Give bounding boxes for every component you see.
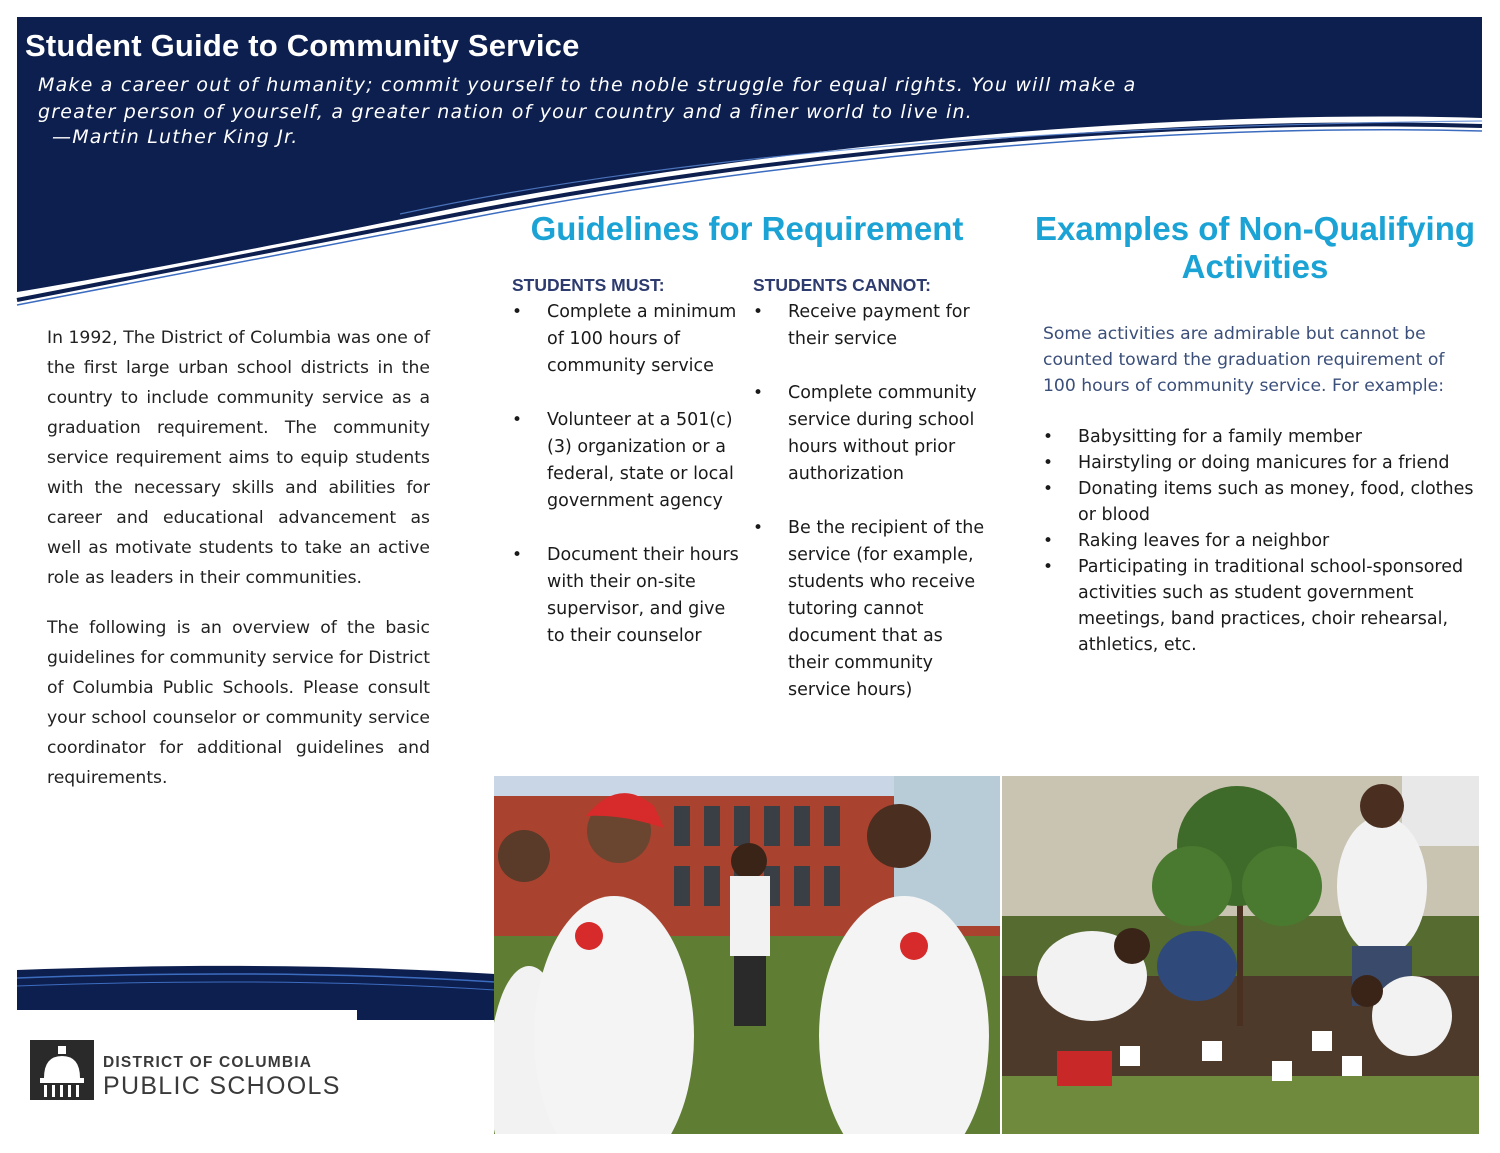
guidelines-heading: Guidelines for Requirement — [530, 210, 964, 247]
page-title: Student Guide to Community Service — [25, 28, 580, 63]
dcps-logo — [17, 1010, 357, 1135]
list-item-text: Donating items such as money, food, clothes or blood — [1078, 479, 1474, 525]
volunteer-photo-left — [494, 776, 1000, 1134]
students-cannot-heading: STUDENTS CANNOT: — [753, 275, 931, 295]
logo-text-line1: DISTRICT OF COLUMBIA — [103, 1054, 313, 1071]
bullet: • — [512, 545, 523, 565]
list-item — [512, 299, 742, 380]
list-item-text: Participating in traditional school-sponsored activities such as student government meetings, band practices, choir rehearsal, athletics, etc. — [1078, 557, 1464, 655]
list-item — [753, 380, 988, 488]
quote-text: Make a career out of humanity; commit yourself to the noble struggle for equal rights. You will make a greater person of yourself, a greater nation of your country and a finer world to live in. — [38, 74, 1137, 123]
students-cannot-list — [753, 299, 988, 731]
bullet: • — [512, 302, 523, 322]
list-item — [1043, 424, 1483, 450]
list-item — [512, 542, 742, 650]
list-item — [1043, 554, 1483, 658]
list-item — [512, 407, 742, 515]
students-must-list — [512, 299, 742, 677]
list-item-text: Complete a minimum of 100 hours of community service — [547, 302, 737, 376]
list-item-text: Complete community service during school hours without prior authorization — [788, 383, 977, 484]
list-item-text: Babysitting for a family member — [1078, 427, 1362, 447]
list-item-text: Document their hours with their on-site supervisor, and give to their counselor — [547, 545, 739, 646]
quote-author: —Martin Luther King Jr. — [52, 126, 299, 148]
list-item-text: Receive payment for their service — [788, 302, 970, 349]
list-item-text: Raking leaves for a neighbor — [1078, 531, 1330, 551]
students-must-heading: STUDENTS MUST: — [512, 275, 665, 295]
non-qualifying-heading: Examples of Non-Qualifying Activities — [1034, 210, 1476, 285]
list-item — [1043, 528, 1483, 554]
intro-paragraph: The following is an overview of the basic guidelines for community service for District of Columbia Public Schools. Please consult your school counselor or community service coordinator for additional guidelines and requirements. — [47, 618, 430, 788]
bullet: • — [753, 302, 764, 322]
intro-paragraph: In 1992, The District of Columbia was one of the first large urban school districts in the country to include community service as a graduation requirement. The community service requirement aims to equip students with the necessary skills and abilities for career and educational advancement as well as motivate students to take an active role as leaders in their communities. — [47, 328, 430, 588]
list-item — [753, 299, 988, 353]
list-item — [1043, 476, 1483, 528]
bullet: • — [1043, 479, 1054, 499]
capitol-dome-icon — [30, 1040, 94, 1100]
list-item-text: Hairstyling or doing manicures for a friend — [1078, 453, 1450, 473]
bullet: • — [753, 383, 764, 403]
list-item-text: Volunteer at a 501(c)(3) organization or a federal, state or local government agency — [547, 410, 734, 511]
intro-section — [47, 323, 430, 813]
non-qualifying-list — [1043, 424, 1483, 658]
volunteers-school-photo — [494, 776, 1000, 1134]
non-qualifying-intro: Some activities are admirable but cannot be counted toward the graduation requirement of 100 hours of community service. For example: — [1043, 324, 1445, 396]
bullet: • — [1043, 557, 1054, 577]
list-item — [1043, 450, 1483, 476]
bullet: • — [1043, 531, 1054, 551]
volunteers-planting-photo — [1002, 776, 1479, 1134]
bullet: • — [512, 410, 523, 430]
list-item-text: Be the recipient of the service (for example, students who receive tutoring cannot document that as their community service hours) — [788, 518, 985, 700]
bullet: • — [753, 518, 764, 538]
bullet: • — [1043, 427, 1054, 447]
list-item — [753, 515, 988, 704]
logo-text-line2: PUBLIC SCHOOLS — [103, 1072, 341, 1100]
bullet: • — [1043, 453, 1054, 473]
volunteer-photo-right — [1002, 776, 1479, 1134]
